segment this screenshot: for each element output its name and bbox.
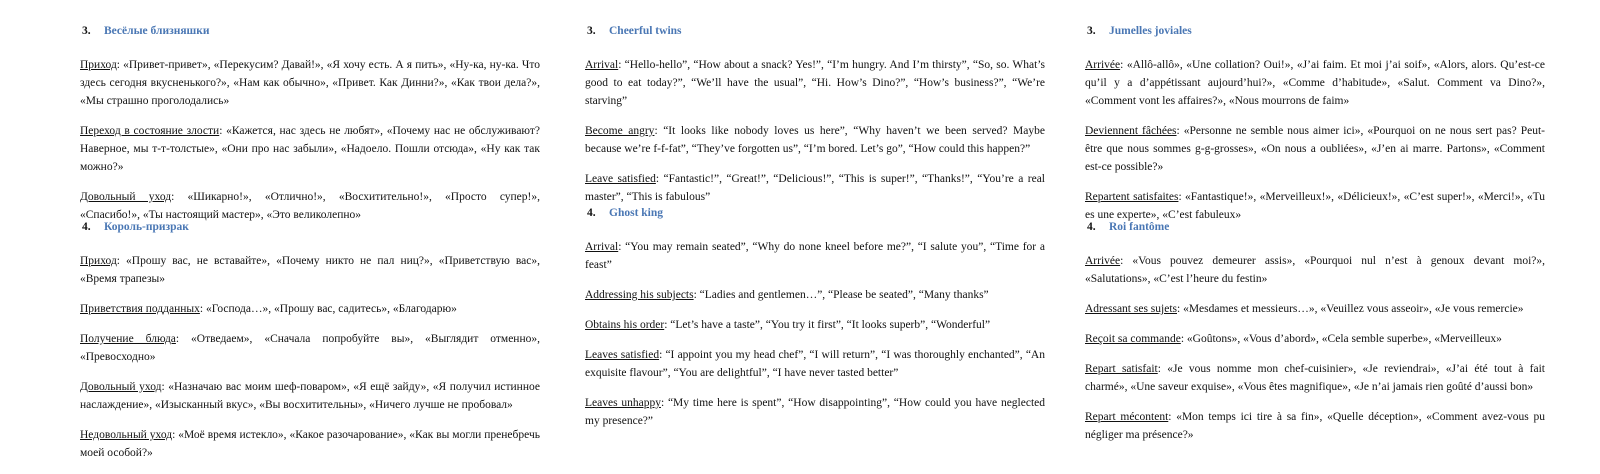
- paragraph-label: Переход в состояние злости: [80, 125, 220, 137]
- paragraph-text: : “It looks like nobody loves us here”, “Why haven’t we been served? Maybe because we’re f-f-fat”, “They’ve forgotten us”, “I’m bored. Let’s go”, “How could this happen?”: [585, 125, 1045, 155]
- paragraph-leaves-satisfied: [1085, 360, 1545, 396]
- paragraph-label: Reçoit sa commande: [1085, 333, 1181, 345]
- paragraph-label: Приветствия подданных: [80, 303, 200, 315]
- section-cheerful-twins: [1085, 22, 1545, 236]
- section-title: Roi fantôme: [1109, 221, 1170, 233]
- paragraph-label: Deviennent fâchées: [1085, 125, 1177, 137]
- paragraph-angry: [585, 122, 1045, 158]
- paragraph-text: : “I appoint you my head chef”, “I will return”, “I was thoroughly enchanted”, “An exquisite flavour”, “You are delightful”, “I have never tasted better”: [585, 349, 1045, 379]
- paragraph-text: : “Ladies and gentlemen…”, “Please be seated”, “Many thanks”: [693, 289, 989, 301]
- paragraph-label: Arrivée: [1085, 59, 1121, 71]
- paragraph-text: : «Господа…», «Прошу вас, садитесь», «Благодарю»: [199, 303, 457, 315]
- paragraph-text: : «Привет-привет», «Перекусим? Давай!», «Я хочу есть. А я пить», «Ну-ка, ну-ка. Что здесь сегодня вкусненького?», «Нам как обычно», «Привет. Как Динни?», «Как твои дела?», «Мы страшно проголодались»: [80, 59, 540, 107]
- paragraph-leaves-unhappy: [1085, 408, 1545, 444]
- paragraph-text: : “You may remain seated”, “Why do none kneel before me?”, “I salute you”, “Time for a feast”: [585, 241, 1045, 271]
- section-heading: [585, 22, 1045, 40]
- paragraph-label: Приход: [80, 59, 117, 71]
- section-heading: [585, 204, 1045, 222]
- paragraph-text: : “My time here is spent”, “How disappointing”, “How could you have neglected my presence?”: [585, 397, 1045, 427]
- paragraph-text: : «Vous pouvez demeurer assis», «Pourquoi nul n’est à genoux devant moi?», «Salutations», «C’est l’heure du festin»: [1085, 255, 1545, 285]
- paragraph-arrival: [585, 56, 1045, 110]
- paragraph-text: : «Allô-allô», «Une collation? Oui!», «J’ai faim. Et moi j’ai soif», «Alors, alors. Qu’est-ce qu’il y a d’appétissant aujourd’hui?», «Comme d’habitude», «Salut. Comment va Dino?», «Comment vont les affaires?», «Nous mourrons de faim»: [1085, 59, 1545, 107]
- paragraph-label: Leave satisfied: [585, 173, 656, 185]
- paragraph-label: Недовольный уход: [80, 429, 173, 441]
- section-title: Ghost king: [609, 207, 664, 219]
- section-heading: [80, 22, 540, 40]
- paragraph-text: : «Кажется, нас здесь не любят», «Почему нас не обслуживают? Наверное, мы т-т-толстые», «Они про нас забыли», «Надоело. Пошли отсюда», «Ну как так можно?»: [80, 125, 540, 173]
- paragraph-text: : «Je vous nomme mon chef-cuisinier», «Je reviendrai», «J’ai été tout à fait charmé», «Une saveur exquise», «Vous êtes magnifique», «Je n’ai jamais rien goûté d’aussi bon»: [1085, 363, 1545, 393]
- paragraph-label: Получение блюда: [80, 333, 176, 345]
- paragraph-arrival: [1085, 252, 1545, 288]
- paragraph-addressing-subjects: [1085, 300, 1545, 318]
- paragraph-leaves-unhappy: [80, 426, 540, 462]
- section-number: 4.: [1087, 221, 1096, 233]
- paragraph-text: : «Отведаем», «Сначала попробуйте вы», «Выглядит отменно», «Превосходно»: [80, 333, 540, 363]
- paragraph-label: Arrivée: [1085, 255, 1121, 267]
- paragraph-label: Obtains his order: [585, 319, 665, 331]
- paragraph-label: Adressant ses sujets: [1085, 303, 1177, 315]
- paragraph-leave-satisfied: [585, 170, 1045, 206]
- section-ghost-king: [1085, 218, 1545, 456]
- paragraph-label: Become angry: [585, 125, 655, 137]
- paragraph-leaves-unhappy: [585, 394, 1045, 430]
- section-number: 3.: [82, 25, 91, 37]
- paragraph-obtains-order: [585, 316, 1045, 334]
- paragraph-text: : «Personne ne semble nous aimer ici», «Pourquoi on ne nous sert pas? Peut-être que nous sommes g-g-grosses», «On nous a oubliées», «J’en ai marre. Partons», «Comment est-ce possible?»: [1085, 125, 1545, 173]
- section-title: Король-призрак: [104, 221, 189, 233]
- paragraph-text: : «Fantastique!», «Merveilleux!», «Délicieux!», «C’est super!», «Merci!», «Tu es une experte», «C’est fabuleux»: [1085, 191, 1545, 221]
- paragraph-arrival: [80, 56, 540, 110]
- section-ghost-king: [80, 218, 540, 474]
- paragraph-text: : “Hello-hello”, “How about a snack? Yes!”, “I’m hungry. And I’m thirsty”, “So, so. What’s good to eat today?”, “We’ll have the usual”, “Hi. How’s Dino?”, “How’s business?”, “We’re starving”: [585, 59, 1045, 107]
- paragraph-arrival: [585, 238, 1045, 274]
- paragraph-label: Arrival: [585, 59, 619, 71]
- section-heading: [1085, 218, 1545, 236]
- paragraph-label: Приход: [80, 255, 117, 267]
- paragraph-text: : «Моё время истекло», «Какое разочарование», «Как вы могли пренебречь моей особой?»: [80, 429, 540, 459]
- paragraph-label: Repart mécontent: [1085, 411, 1169, 423]
- paragraph-angry: [80, 122, 540, 176]
- section-cheerful-twins: [585, 22, 1045, 218]
- section-title: Весёлые близняшки: [104, 25, 210, 37]
- section-number: 3.: [587, 25, 596, 37]
- paragraph-text: : «Mon temps ici tire à sa fin», «Quelle déception», «Comment avez-vous pu négliger ma présence?»: [1085, 411, 1545, 441]
- section-number: 4.: [82, 221, 91, 233]
- paragraph-label: Leaves unhappy: [585, 397, 661, 409]
- paragraph-angry: [1085, 122, 1545, 176]
- paragraph-label: Arrival: [585, 241, 619, 253]
- section-number: 3.: [1087, 25, 1096, 37]
- section-title: Cheerful twins: [609, 25, 682, 37]
- section-cheerful-twins: [80, 22, 540, 236]
- paragraph-text: : “Let’s have a taste”, “You try it first”, “It looks superb”, “Wonderful”: [664, 319, 991, 331]
- section-heading: [80, 218, 540, 236]
- paragraph-label: Довольный уход: [80, 381, 162, 393]
- paragraph-text: : «Назначаю вас моим шеф-поваром», «Я ещё зайду», «Я получил истинное наслаждение», «Изысканный вкус», «Вы восхитительны», «Ничего лучше не пробовал»: [80, 381, 540, 411]
- paragraph-text: : «Шикарно!», «Отлично!», «Восхитительно!», «Просто супер!», «Спасибо!», «Ты настоящий мастер», «Это великолепно»: [80, 191, 540, 221]
- paragraph-addressing-subjects: [80, 300, 540, 318]
- paragraph-leaves-satisfied: [585, 346, 1045, 382]
- paragraph-label: Leaves satisfied: [585, 349, 660, 361]
- section-heading: [1085, 22, 1545, 40]
- paragraph-obtains-order: [1085, 330, 1545, 348]
- paragraph-label: Repartent satisfaites: [1085, 191, 1179, 203]
- paragraph-label: Addressing his subjects: [585, 289, 694, 301]
- paragraph-leaves-satisfied: [80, 378, 540, 414]
- section-title: Jumelles joviales: [1109, 25, 1192, 37]
- paragraph-addressing-subjects: [585, 286, 1045, 304]
- paragraph-arrival: [1085, 56, 1545, 110]
- paragraph-obtains-order: [80, 330, 540, 366]
- paragraph-text: : “Fantastic!”, “Great!”, “Delicious!”, “This is super!”, “Thanks!”, “You’re a real master”, “This is fabulous”: [585, 173, 1045, 203]
- section-number: 4.: [587, 207, 596, 219]
- paragraph-label: Repart satisfait: [1085, 363, 1158, 375]
- section-ghost-king: [585, 204, 1045, 442]
- paragraph-label: Довольный уход: [80, 191, 172, 203]
- paragraph-arrival: [80, 252, 540, 288]
- paragraph-text: : «Mesdames et messieurs…», «Veuillez vous asseoir», «Je vous remercie»: [1177, 303, 1524, 315]
- paragraph-text: : «Прошу вас, не вставайте», «Почему никто не пал ниц?», «Приветствую вас», «Время трапезы»: [80, 255, 540, 285]
- paragraph-text: : «Goûtons», «Vous d’abord», «Cela semble superbe», «Merveilleux»: [1180, 333, 1502, 345]
